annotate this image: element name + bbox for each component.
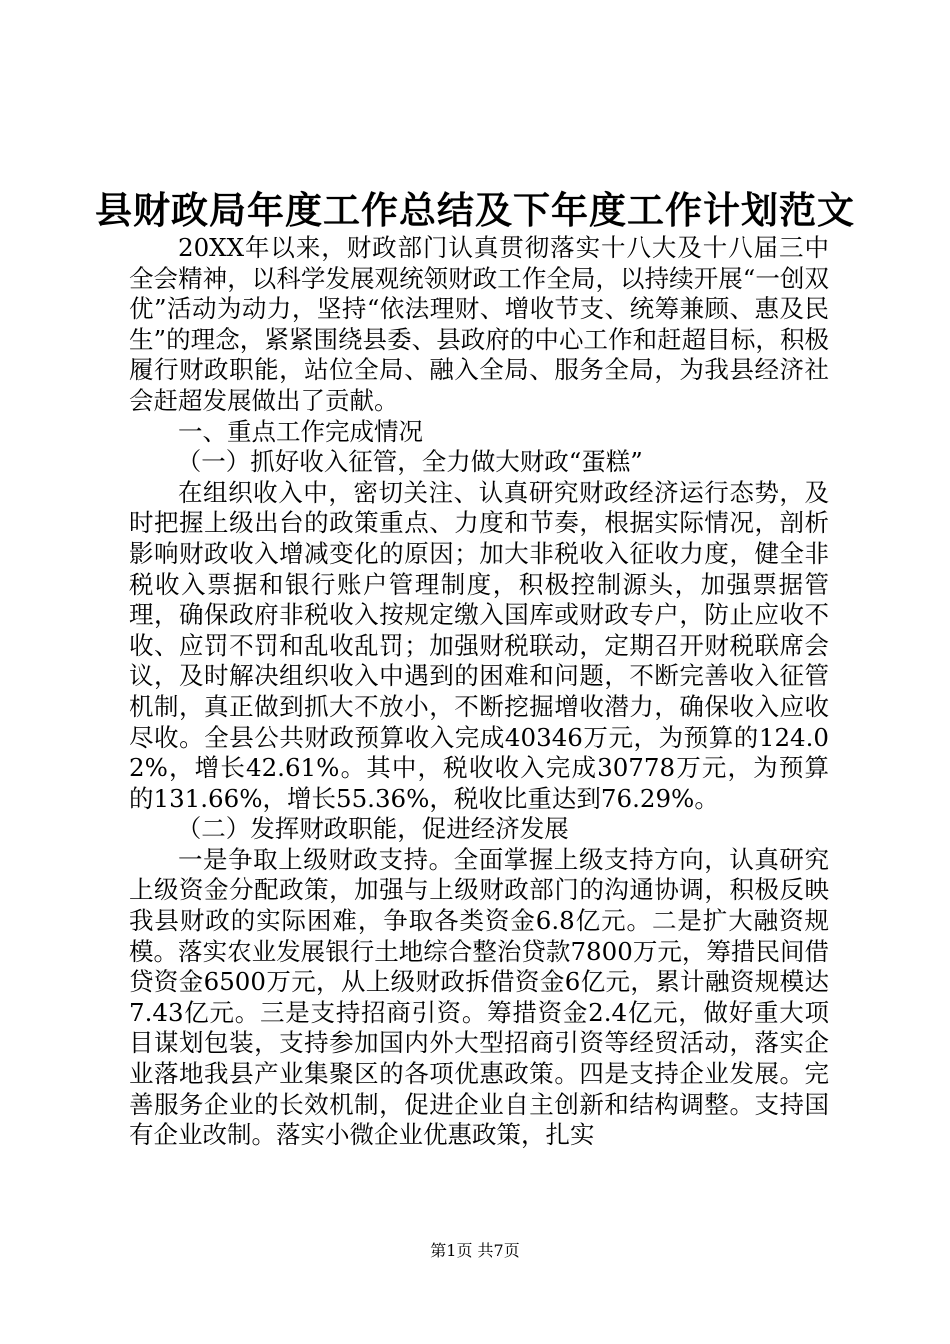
document-title: 县财政局年度工作总结及下年度工作计划范文	[95, 188, 855, 232]
subsection-2-paragraph: 一是争取上级财政支持。全面掌握上级支持方向，认真研究上级资金分配政策，加强与上级财政部门的沟通协调，积极反映我县财政的实际困难，争取各类资金6.8亿元。二是扩大融资规模。落实农业发展银行土地综合整治贷款7800万元，筹措民间借贷资金6500万元，从上级财政拆借资金6亿元，累计融资规模达7.43亿元。三是支持招商引资。筹措资金2.4亿元，做好重大项目谋划包装，支持参加国内外大型招商引资等经贸活动，落实企业落地我县产业集聚区的各项优惠政策。四是支持企业发展。完善服务企业的长效机制，促进企业自主创新和结构调整。支持国有企业改制。落实小微企业优惠政策，扎实	[129, 844, 829, 1150]
section-heading: 一、重点工作完成情况	[178, 416, 423, 446]
subsection-heading-1: （一）抓好收入征管，全力做大财政“蛋糕”	[176, 447, 643, 477]
subsection-heading-2: （二）发挥财政职能，促进经济发展	[176, 814, 569, 844]
page-footer: 第1页 共7页	[430, 1241, 520, 1260]
document-body	[129, 233, 829, 1151]
intro-paragraph: 20XX年以来，财政部门认真贯彻落实十八大及十八届三中全会精神，以科学发展观统领财政工作全局，以持续开展“一创双优”活动为动力，坚持“依法理财、增收节支、统筹兼顾、惠及民生”的理念，紧紧围绕县委、县政府的中心工作和赶超目标，积极履行财政职能，站位全局、融入全局、服务全局，为我县经济社会赶超发展做出了贡献。	[129, 233, 829, 415]
subsection-1-paragraph: 在组织收入中，密切关注、认真研究财政经济运行态势，及时把握上级出台的政策重点、力度和节奏，根据实际情况，剖析影响财政收入增减变化的原因；加大非税收入征收力度，健全非税收入票据和银行账户管理制度，积极控制源头，加强票据管理，确保政府非税收入按规定缴入国库或财政专户，防止应收不收、应罚不罚和乱收乱罚；加强财税联动，定期召开财税联席会议，及时解决组织收入中遇到的困难和问题，不断完善收入征管机制，真正做到抓大不放小，不断挖掘增收潜力，确保收入应收尽收。全县公共财政预算收入完成40346万元，为预算的124.02%，增长42.61%。其中，税收收入完成30778万元，为预算的131.66%，增长55.36%，税收比重达到76.29%。	[129, 477, 829, 813]
